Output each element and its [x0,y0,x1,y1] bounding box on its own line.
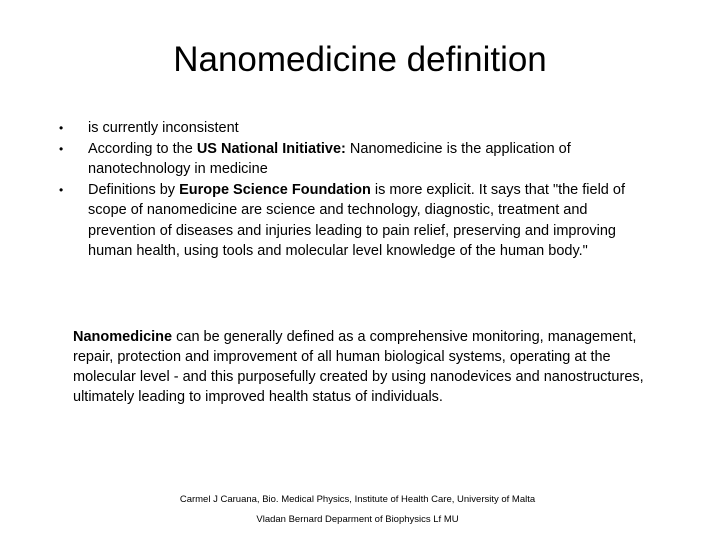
bullet-text: Definitions by [88,181,180,198]
bullet-dot: • [59,141,64,156]
bullet-text: According to the [88,140,197,157]
bullet-item [59,180,639,262]
bullet-bold-text: US National Initiative: [196,140,346,157]
paragraph-text: can be generally defined as a comprehensive monitoring, management, repair, protection and improvement of all human biological systems, operating at the molecular level - and this purposefully created by using nanodevices and nanostructures, ultimately leading to improved health status of individuals. [73,329,644,405]
bullet-dot: • [59,182,64,197]
bullet-item [59,118,639,139]
bullet-text: Nanomedicine is the application of nanotechnology in medicine [88,140,571,177]
footer-author-line: Vladan Bernard Deparment of Biophysics Lf MU [256,514,459,525]
bullet-item [59,139,639,180]
footer-credit-line: Carmel J Caruana, Bio. Medical Physics, Institute of Health Care, University of Malta [179,494,536,505]
bullet-list [59,118,639,262]
definition-paragraph [73,327,663,407]
bullet-dot: • [59,121,64,135]
slide-title: Nanomedicine definition [173,40,547,79]
bullet-text: is currently inconsistent [88,120,239,136]
bullet-text: is more explicit. It says that "the field of scope of nanomedicine are science and technology, diagnostic, treatment and prevention of diseases and injuries leading to pain relief, preserving and improving human health, using tools and molecular level knowledge of the human body." [88,181,625,259]
bullet-bold-text: Europe Science Foundation [179,181,371,198]
paragraph-bold-term: Nanomedicine [73,329,173,345]
